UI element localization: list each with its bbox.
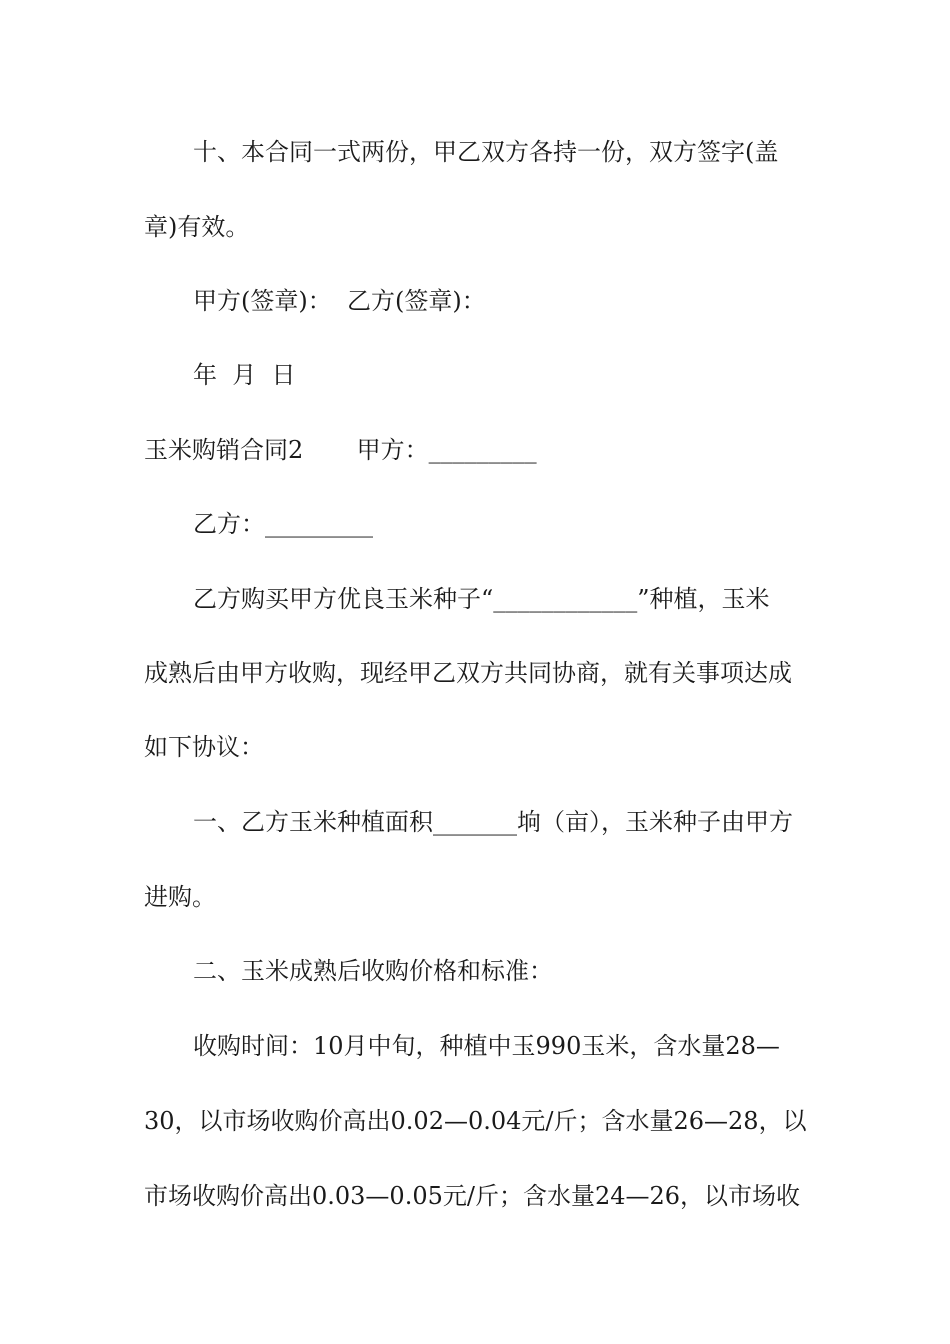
preamble-line-2: 成熟后由甲方收购，现经甲乙双方共同协商，就有关事项达成 (144, 659, 792, 687)
purchase-terms-line-3: 市场收购价高出0.03—0.05元/斤；含水量24—26，以市场收 (144, 1182, 801, 1210)
preamble-line-1: 乙方购买甲方优良玉米种子“____________”种植，玉米 (193, 585, 770, 613)
party-b-line: 乙方：_________ (193, 510, 373, 538)
purchase-terms-line-1: 收购时间：10月中旬，种植中玉990玉米，含水量28— (193, 1032, 780, 1060)
date-line: 年 月 日 (193, 361, 296, 389)
contract-title-party-a: 玉米购销合同2 甲方：_________ (144, 436, 537, 464)
signature-line: 甲方(签章)： 乙方(签章)： (193, 287, 486, 315)
clause-ten-line-1: 十、本合同一式两份，甲乙双方各持一份，双方签字(盖 (193, 138, 779, 166)
clause-two-heading: 二、玉米成熟后收购价格和标准： (193, 957, 553, 985)
clause-one-line-2: 进购。 (144, 883, 216, 911)
preamble-line-3: 如下协议： (144, 733, 264, 761)
clause-one-line-1: 一、乙方玉米种植面积_______垧（亩），玉米种子由甲方 (193, 808, 793, 836)
clause-ten-line-2: 章)有效。 (144, 213, 250, 241)
purchase-terms-line-2: 30，以市场收购价高出0.02—0.04元/斤；含水量26—28，以 (144, 1107, 807, 1135)
